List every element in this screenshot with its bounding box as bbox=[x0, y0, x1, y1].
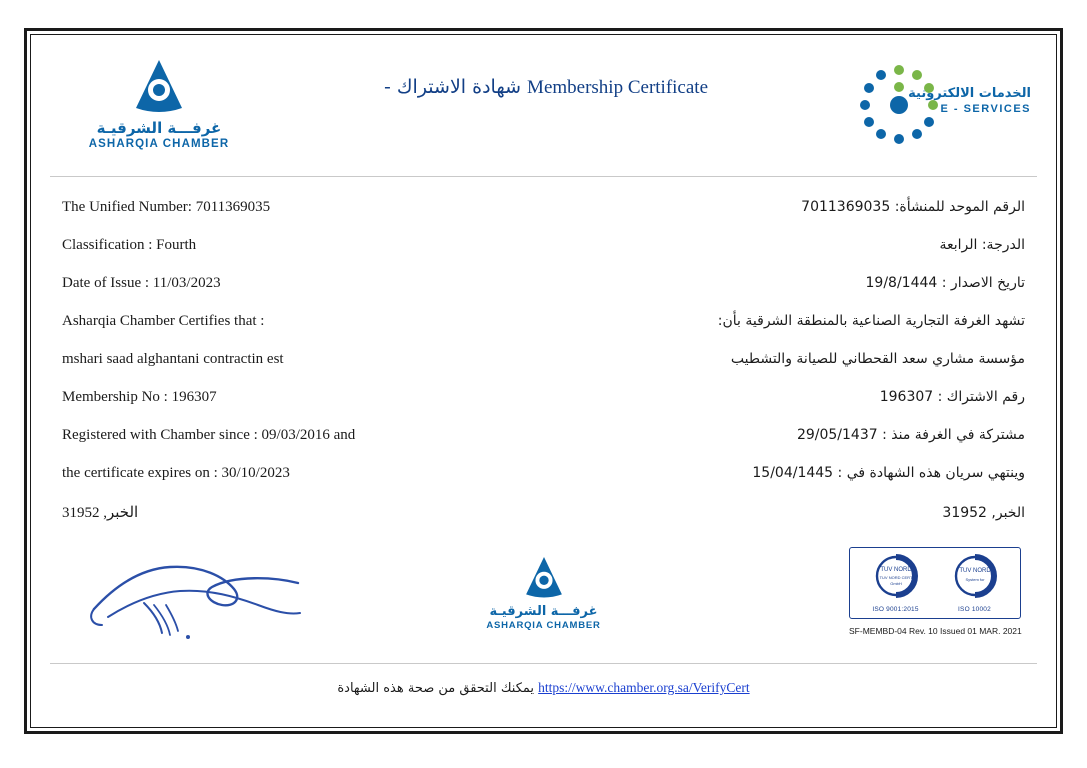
detail-row bbox=[62, 237, 1025, 254]
page-title-ar: شهادة الاشتراك - bbox=[383, 76, 521, 98]
signature-band bbox=[46, 543, 1041, 663]
detail-row bbox=[62, 427, 1025, 444]
document-code: SF-MEMBD-04 Rev. 10 Issued 01 MAR. 2021 bbox=[849, 626, 1022, 636]
detail-ar: الخبر, 31952 bbox=[942, 505, 1025, 521]
certificate-content bbox=[46, 48, 1041, 714]
chamber-seal bbox=[454, 555, 634, 631]
eservices-logo bbox=[853, 62, 1033, 148]
svg-text:System for: System for bbox=[964, 576, 985, 582]
verify-note bbox=[46, 680, 1041, 696]
detail-row bbox=[62, 465, 1025, 482]
svg-text:TUV NORD: TUV NORD bbox=[879, 566, 912, 573]
asharqia-chamber-logo bbox=[64, 58, 254, 150]
tuv-nord-iso9001-icon bbox=[863, 554, 929, 613]
detail-ar: الدرجة: الرابعة bbox=[939, 237, 1025, 253]
chamber-triangle-icon bbox=[523, 555, 565, 601]
tuv-certification-block bbox=[849, 547, 1021, 636]
detail-row bbox=[62, 503, 1025, 522]
tuv-left-iso-label: ISO 9001:2015 bbox=[872, 605, 919, 613]
certificate-details bbox=[46, 199, 1041, 522]
detail-en: Classification : Fourth bbox=[62, 237, 197, 253]
detail-en: Date of Issue : 11/03/2023 bbox=[62, 275, 221, 291]
detail-row bbox=[62, 389, 1025, 406]
eservices-name-en: E - SERVICES bbox=[940, 103, 1031, 115]
verify-link[interactable]: https://www.chamber.org.sa/VerifyCert bbox=[538, 680, 750, 695]
detail-ar: تاريخ الاصدار : 19/8/1444 bbox=[865, 275, 1025, 291]
detail-row bbox=[62, 199, 1025, 216]
detail-row bbox=[62, 351, 1025, 368]
seal-name-ar: غرفـــة الشرقيـة bbox=[489, 604, 598, 619]
detail-en: Registered with Chamber since : 09/03/2016 and bbox=[62, 427, 356, 443]
detail-ar: وينتهي سريان هذه الشهادة في : 15/04/1445 bbox=[752, 465, 1025, 481]
detail-ar: مشتركة في الغرفة منذ : 29/05/1437 bbox=[796, 427, 1025, 443]
verify-note-text: يمكنك التحقق من صحة هذه الشهادة bbox=[337, 681, 535, 696]
chamber-name-en: ASHARQIA CHAMBER bbox=[88, 137, 230, 150]
detail-en: 31952 ,الخبر bbox=[62, 505, 139, 521]
chamber-name-ar: غرفـــة الشرقيـة bbox=[96, 119, 222, 137]
seal-name-en: ASHARQIA CHAMBER bbox=[486, 620, 601, 632]
tuv-nord-iso10002-icon bbox=[942, 554, 1008, 613]
page-title bbox=[276, 76, 816, 99]
eservices-name-ar: الخدمات الالكترونية bbox=[908, 86, 1031, 101]
svg-text:GmbH: GmbH bbox=[889, 580, 902, 586]
svg-text:TUV NORD CERT: TUV NORD CERT bbox=[879, 574, 912, 580]
certificate-header bbox=[46, 48, 1041, 176]
tuv-right-iso-label: ISO 10002 bbox=[958, 605, 991, 613]
chamber-triangle-icon bbox=[132, 58, 186, 116]
detail-ar: تشهد الغرفة التجارية الصناعية بالمنطقة الشرقية بأن: bbox=[717, 313, 1025, 329]
detail-en: Asharqia Chamber Certifies that : bbox=[62, 313, 265, 329]
detail-en: the certificate expires on : 30/10/2023 bbox=[62, 465, 290, 481]
detail-row bbox=[62, 313, 1025, 330]
page-title-en: Membership Certificate bbox=[527, 77, 709, 98]
detail-en: The Unified Number: 7011369035 bbox=[62, 199, 271, 215]
detail-row bbox=[62, 275, 1025, 292]
detail-ar: الرقم الموحد للمنشأة: 7011369035 bbox=[801, 199, 1025, 215]
detail-ar: مؤسسة مشاري سعد القحطاني للصيانة والتشطيب bbox=[730, 351, 1025, 367]
footer-divider bbox=[50, 663, 1037, 664]
tuv-box bbox=[849, 547, 1021, 619]
svg-text:TUV NORD: TUV NORD bbox=[958, 567, 991, 574]
signature-image bbox=[84, 547, 324, 647]
detail-ar: رقم الاشتراك : 196307 bbox=[879, 389, 1025, 405]
detail-en: mshari saad alghantani contractin est bbox=[62, 351, 284, 367]
detail-en: Membership No : 196307 bbox=[62, 389, 217, 405]
header-divider bbox=[50, 176, 1037, 177]
